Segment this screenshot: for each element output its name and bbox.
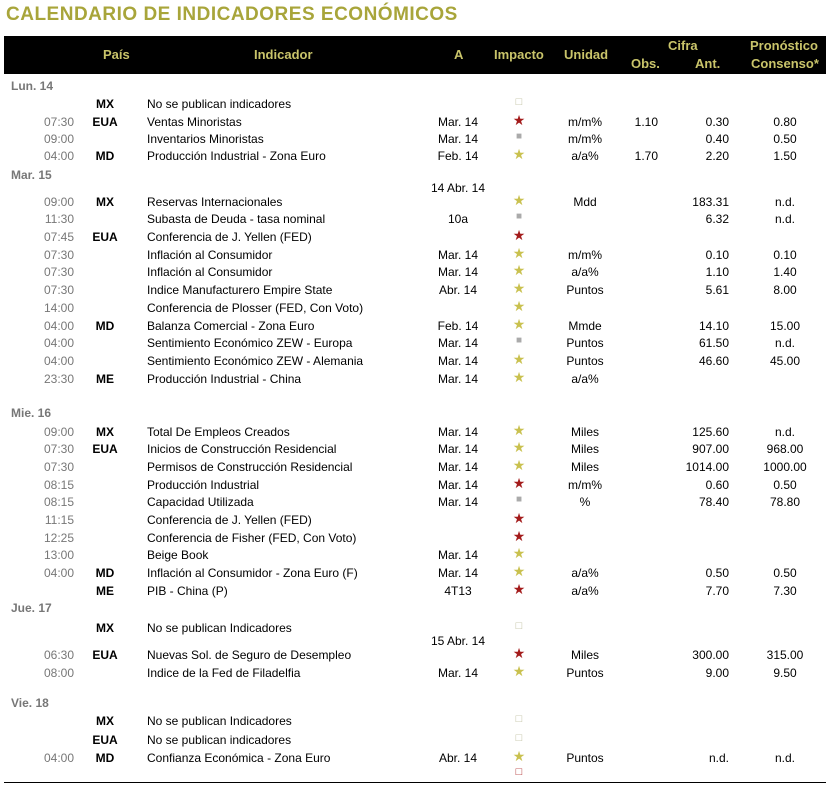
row-ant: 6.32 [705,212,729,226]
row-time: 07:30 [43,283,74,297]
row-ant: 125.60 [692,425,729,439]
row-indicador: No se publican indicadores [147,733,292,747]
row-obs: 1.10 [634,115,658,129]
row-consenso: 0.50 [773,566,797,580]
row-unidad: Miles [570,648,599,662]
row-a: Mar. 14 [437,354,479,368]
row-time: 08:00 [43,666,74,680]
row-a: 15 Abr. 14 [430,634,486,648]
row-pais: EUA [92,648,118,662]
impact-star-icon: ★ [512,280,526,296]
row-ant: 14.10 [698,319,729,333]
row-consenso: 0.50 [773,132,797,146]
row-unidad: Miles [570,460,599,474]
row-unidad: a/a% [571,149,599,163]
row-pais: MD [95,751,115,765]
impact-none-box-icon: □ [515,713,523,725]
row-time: 04:00 [43,149,74,163]
header-unidad: Unidad [564,47,609,62]
row-consenso: 7.30 [773,584,797,598]
row-consenso: 0.80 [773,115,797,129]
row-pais: MD [95,566,115,580]
row-a: Mar. 14 [437,548,479,562]
row-indicador: No se publican indicadores [147,97,292,111]
impact-star-icon: ★ [512,422,526,438]
row-ant: n.d. [708,751,729,765]
row-time: 07:30 [43,265,74,279]
impact-high-star-icon: ★ [512,510,526,526]
row-pais: EUA [92,442,118,456]
row-unidad: Puntos [566,751,604,765]
header-obs: Obs. [631,56,660,71]
row-indicador: Reservas Internacionales [147,195,283,209]
row-indicador: PIB - China (P) [147,584,228,598]
day-label: Mar. 15 [11,168,52,182]
row-unidad: a/a% [571,265,599,279]
impact-high-star-icon: ★ [512,227,526,243]
row-time: 07:30 [43,460,74,474]
row-time: 09:00 [43,425,74,439]
impact-none-box-icon: □ [515,732,523,744]
header-indicador: Indicador [254,47,313,62]
row-consenso: 8.00 [773,283,797,297]
header-pronostico: Pronóstico [750,38,818,53]
row-indicador: No se publican Indicadores [147,714,292,728]
row-a: Mar. 14 [437,442,479,456]
row-unidad: a/a% [571,584,599,598]
row-indicador: Inflación al Consumidor [147,265,273,279]
row-indicador: Inicios de Construcción Residencial [147,442,337,456]
row-pais: MX [96,97,114,111]
row-consenso: 315.00 [766,648,804,662]
row-consenso: 1.50 [773,149,797,163]
row-time: 08:15 [43,478,74,492]
row-time: 09:00 [43,195,74,209]
row-a: Mar. 14 [437,478,479,492]
row-ant: 0.10 [705,248,729,262]
row-unidad: a/a% [571,372,599,386]
row-ant: 61.50 [698,336,729,350]
row-indicador: Nuevas Sol. de Seguro de Desempleo [147,648,352,662]
row-time: 11:15 [44,513,74,527]
row-a: Mar. 14 [437,132,479,146]
row-indicador: Producción Industrial - China [147,372,302,386]
table-header [4,36,826,74]
row-a: Abr. 14 [438,283,478,297]
impact-low-square-icon: ■ [515,211,523,222]
row-a: Mar. 14 [437,666,479,680]
row-ant: 5.61 [705,283,729,297]
row-ant: 0.30 [705,115,729,129]
row-indicador: Producción Industrial - Zona Euro [147,149,326,163]
row-indicador: Conferencia de Plosser (FED, Con Voto) [147,301,364,315]
row-pais: MX [96,195,114,209]
row-unidad: Mdd [573,195,597,209]
impact-star-icon: ★ [512,245,526,261]
row-time: 08:15 [43,495,74,509]
row-a: Mar. 14 [437,265,479,279]
row-a: Abr. 14 [438,751,478,765]
impact-high-star-icon: ★ [512,475,526,491]
row-consenso: n.d. [774,212,795,226]
row-pais: MX [96,621,114,635]
impact-star-icon: ★ [512,663,526,679]
row-unidad: Puntos [566,336,604,350]
row-unidad: m/m% [568,132,602,146]
bottom-divider [4,782,826,783]
impact-star-icon: ★ [512,262,526,278]
row-pais: MD [95,149,115,163]
row-a: 14 Abr. 14 [430,181,486,195]
row-time: 04:00 [43,319,74,333]
impact-none-box-icon: □ [515,96,523,108]
row-a: Feb. 14 [437,149,479,163]
row-ant: 7.70 [705,584,729,598]
row-unidad: Mmde [568,319,602,333]
row-consenso: 0.10 [773,248,797,262]
row-a: Mar. 14 [437,495,479,509]
row-pais: EUA [92,230,118,244]
row-a: Feb. 14 [437,319,479,333]
row-consenso: 0.50 [773,478,797,492]
row-consenso: n.d. [774,195,795,209]
row-indicador: Producción Industrial [147,478,260,492]
row-indicador: Capacidad Utilizada [147,495,254,509]
day-label: Jue. 17 [11,601,52,615]
row-indicador: Sentimiento Económico ZEW - Alemania [147,354,364,368]
row-indicador: Permisos de Construcción Residencial [147,460,353,474]
header-cifra: Cifra [668,38,698,53]
row-pais: ME [96,372,114,386]
row-indicador: Beige Book [147,548,209,562]
impact-high-star-icon: ★ [512,112,526,128]
row-consenso: n.d. [774,751,795,765]
row-ant: 183.31 [692,195,729,209]
row-time: 04:00 [43,566,74,580]
row-unidad: a/a% [571,566,599,580]
row-indicador: Conferencia de J. Yellen (FED) [147,230,312,244]
row-time: 23:30 [43,372,74,386]
row-indicador: Indice de la Fed de Filadelfia [147,666,301,680]
impact-star-icon: ★ [512,457,526,473]
impact-box-icon: □ [515,766,523,778]
row-a: 4T13 [444,584,472,598]
impact-low-square-icon: ■ [515,335,523,346]
row-consenso: 9.50 [773,666,797,680]
row-unidad: Miles [570,425,599,439]
impact-star-icon: ★ [512,369,526,385]
row-time: 07:30 [43,115,74,129]
row-time: 06:30 [43,648,74,662]
row-unidad: Miles [570,442,599,456]
header-consenso: Consenso* [751,56,819,71]
row-ant: 907.00 [692,442,729,456]
impact-star-icon: ★ [512,146,526,162]
impact-star-icon: ★ [512,563,526,579]
row-consenso: 78.80 [769,495,801,509]
row-pais: MX [96,714,114,728]
row-consenso: n.d. [774,336,795,350]
row-a: Mar. 14 [437,115,479,129]
impact-none-box-icon: □ [515,620,523,632]
row-ant: 1.10 [705,265,729,279]
row-time: 04:00 [43,751,74,765]
row-indicador: Inflación al Consumidor - Zona Euro (F) [147,566,358,580]
row-time: 04:00 [43,336,74,350]
row-consenso: 968.00 [766,442,804,456]
row-time: 13:00 [43,548,74,562]
row-pais: ME [96,584,114,598]
row-ant: 0.50 [705,566,729,580]
row-indicador: Conferencia de J. Yellen (FED) [147,513,312,527]
impact-star-icon: ★ [512,439,526,455]
impact-star-icon: ★ [512,351,526,367]
impact-star-icon: ★ [512,192,526,208]
row-indicador: Sentimiento Económico ZEW - Europa [147,336,353,350]
row-pais: EUA [92,733,118,747]
row-ant: 0.40 [705,132,729,146]
row-a: Mar. 14 [437,248,479,262]
impact-star-icon: ★ [512,316,526,332]
row-obs: 1.70 [634,149,658,163]
row-a: Mar. 14 [437,460,479,474]
row-ant: 1014.00 [685,460,729,474]
row-pais: EUA [92,115,118,129]
impact-high-star-icon: ★ [512,581,526,597]
impact-low-square-icon: ■ [515,131,523,142]
row-ant: 300.00 [692,648,729,662]
row-time: 11:30 [44,212,74,226]
row-time: 07:30 [43,442,74,456]
row-indicador: Inflación al Consumidor [147,248,273,262]
header-ant: Ant. [695,56,721,71]
row-a: Mar. 14 [437,566,479,580]
row-ant: 0.60 [705,478,729,492]
impact-star-icon: ★ [512,298,526,314]
day-label: Vie. 18 [11,696,49,710]
row-indicador: Subasta de Deuda - tasa nominal [147,212,326,226]
row-unidad: Puntos [566,354,604,368]
row-a: 10a [447,212,469,226]
row-indicador: Total De Empleos Creados [147,425,290,439]
day-label: Lun. 14 [11,79,54,93]
row-ant: 78.40 [698,495,729,509]
impact-high-star-icon: ★ [512,528,526,544]
row-indicador: No se publican Indicadores [147,621,292,635]
row-pais: MD [95,319,115,333]
row-ant: 46.60 [698,354,729,368]
page-title: CALENDARIO DE INDICADORES ECONÓMICOS [6,4,458,25]
row-indicador: Confianza Económica - Zona Euro [147,751,331,765]
row-consenso: 15.00 [769,319,801,333]
row-ant: 2.20 [705,149,729,163]
row-indicador: Conferencia de Fisher (FED, Con Voto) [147,531,357,545]
row-a: Mar. 14 [437,372,479,386]
row-indicador: Inventarios Minoristas [147,132,264,146]
row-ant: 9.00 [705,666,729,680]
impact-low-square-icon: ■ [515,494,523,505]
row-indicador: Balanza Comercial - Zona Euro [147,319,315,333]
row-unidad: m/m% [568,478,602,492]
row-consenso: 1.40 [773,265,797,279]
header-pais: País [103,47,130,62]
row-a: Mar. 14 [437,336,479,350]
row-indicador: Ventas Minoristas [147,115,242,129]
row-time: 12:25 [43,531,74,545]
impact-star-icon: ★ [512,545,526,561]
impact-high-star-icon: ★ [512,645,526,661]
row-time: 14:00 [43,301,74,315]
row-time: 04:00 [43,354,74,368]
header-impacto: Impacto [494,47,544,62]
row-consenso: n.d. [774,425,795,439]
row-pais: MX [96,425,114,439]
row-unidad: m/m% [568,248,602,262]
impact-star-icon: ★ [512,748,526,764]
row-time: 07:30 [43,248,74,262]
row-time: 07:45 [43,230,74,244]
row-consenso: 1000.00 [763,460,807,474]
row-unidad: % [579,495,591,509]
row-indicador: Indice Manufacturero Empire State [147,283,333,297]
row-time: 09:00 [43,132,74,146]
row-consenso: 45.00 [769,354,801,368]
header-a: A [454,47,464,62]
row-unidad: m/m% [568,115,602,129]
row-a: Mar. 14 [437,425,479,439]
row-unidad: Puntos [566,283,604,297]
day-label: Mie. 16 [11,406,52,420]
row-unidad: Puntos [566,666,604,680]
